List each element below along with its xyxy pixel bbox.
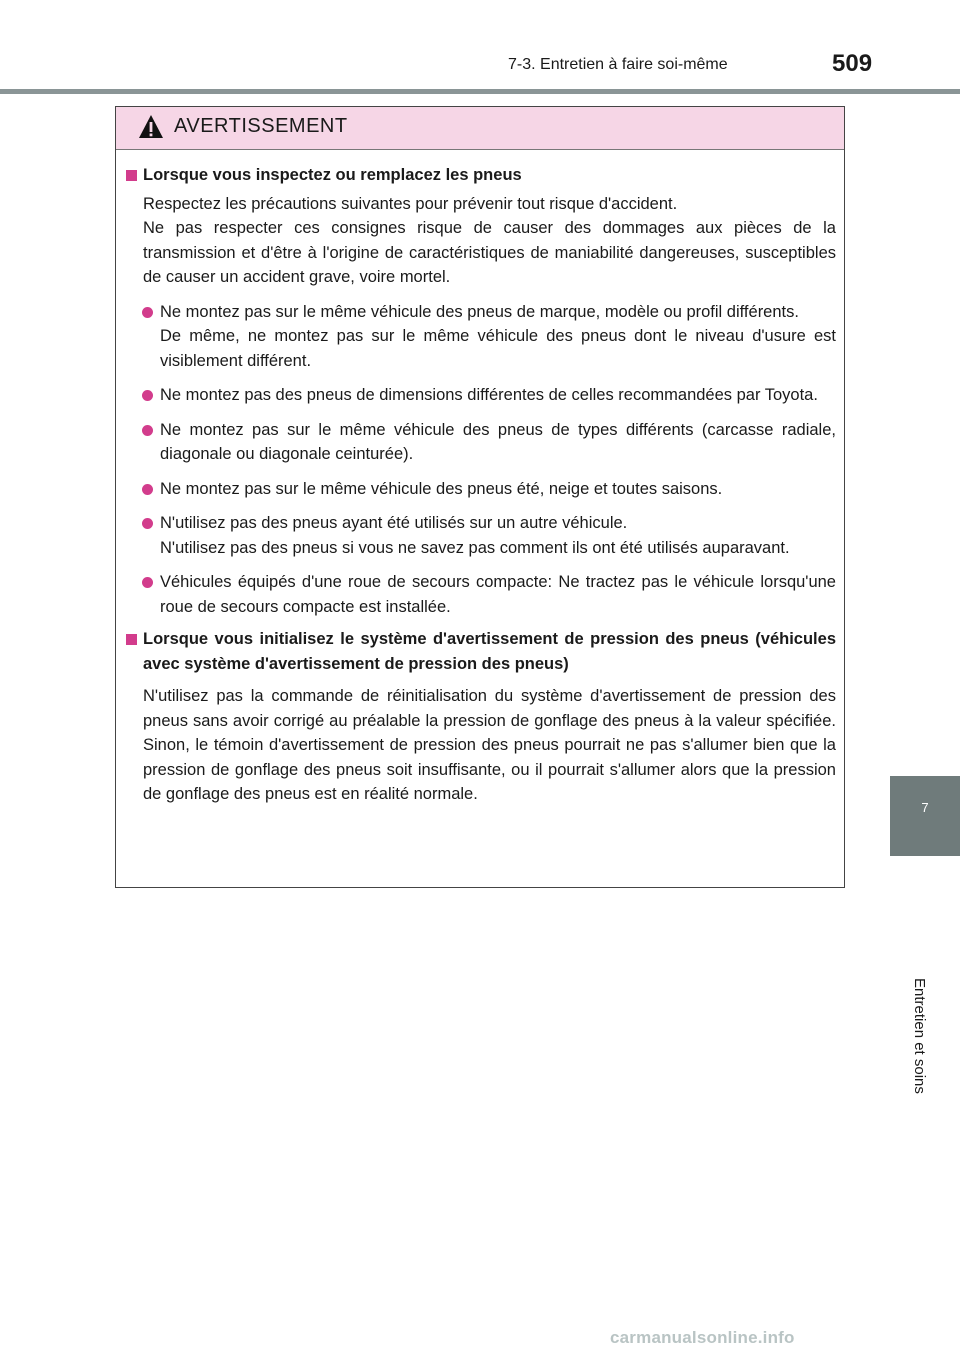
list-item: N'utilisez pas des pneus ayant été utilisés sur un autre véhicule. N'utilisez pas des pneus si vous ne savez pas comment ils ont été utilisés auparavant.	[126, 511, 836, 560]
paragraph-line: N'utilisez pas la commande de réinitialisation du système d'avertissement de pression des pneus sans avoir corrigé au préalable la pression de gonflage des pneus à la valeur spécifiée. Sinon, le témoin d'avertissement de pression des pneus pourrait ne pas s'allumer bien que la pression de gonflage des pneus soit insuffisante, ou il pourrait s'allumer alors que la pression de gonflage des pneus est en réalité normale.	[143, 687, 836, 803]
section-title: 7-3. Entretien à faire soi-même	[508, 56, 728, 73]
round-bullet-icon	[142, 484, 153, 495]
round-bullet-icon	[142, 390, 153, 401]
list-item: Ne montez pas des pneus de dimensions différentes de celles recommandées par Toyota.	[126, 383, 836, 408]
page-number: 509	[832, 50, 873, 77]
paragraph-line: Ne pas respecter ces consignes risque de causer des dommages aux pièces de la transmission et d'être à l'origine de caractéristiques de maniabilité dangereuses, susceptibles de causer un accident grave, voire mortel.	[143, 219, 836, 286]
list-item: Ne montez pas sur le même véhicule des pneus été, neige et toutes saisons.	[126, 477, 836, 502]
list-item: Ne montez pas sur le même véhicule des pneus de marque, modèle ou profil différents. De même, ne montez pas sur le même véhicule des pneus dont le niveau d'usure est visiblement différent.	[126, 300, 836, 374]
chapter-tab[interactable]	[890, 776, 960, 856]
round-bullet-icon	[142, 577, 153, 588]
round-bullet-icon	[142, 425, 153, 436]
warning-triangle-icon	[138, 114, 164, 140]
paragraph	[126, 192, 836, 290]
warning-title: AVERTISSEMENT	[174, 115, 348, 137]
section-heading: Lorsque vous inspectez ou remplacez les pneus	[126, 163, 836, 188]
square-bullet-icon	[126, 634, 137, 645]
section-heading: Lorsque vous initialisez le système d'avertissement de pression des pneus (véhicules avec système d'avertissement de pression des pneus)	[126, 627, 836, 676]
paragraph-line: Respectez les précautions suivantes pour prévenir tout risque d'accident.	[143, 194, 678, 213]
square-bullet-icon	[126, 170, 137, 181]
chapter-number: 7	[921, 800, 929, 815]
list-item: Ne montez pas sur le même véhicule des pneus de types différents (carcasse radiale, diagonale ou diagonale ceinturée).	[126, 418, 836, 467]
warning-content	[126, 163, 836, 807]
watermark: carmanualsonline.info	[610, 1328, 795, 1347]
round-bullet-icon	[142, 518, 153, 529]
chapter-label: Entretien et soins	[911, 978, 928, 1094]
paragraph	[126, 684, 836, 807]
warning-header	[116, 107, 844, 150]
header-rule	[0, 89, 960, 94]
list-item: Véhicules équipés d'une roue de secours compacte: Ne tractez pas le véhicule lorsqu'une roue de secours compacte est installée.	[126, 570, 836, 619]
warning-box	[115, 106, 845, 888]
round-bullet-icon	[142, 307, 153, 318]
